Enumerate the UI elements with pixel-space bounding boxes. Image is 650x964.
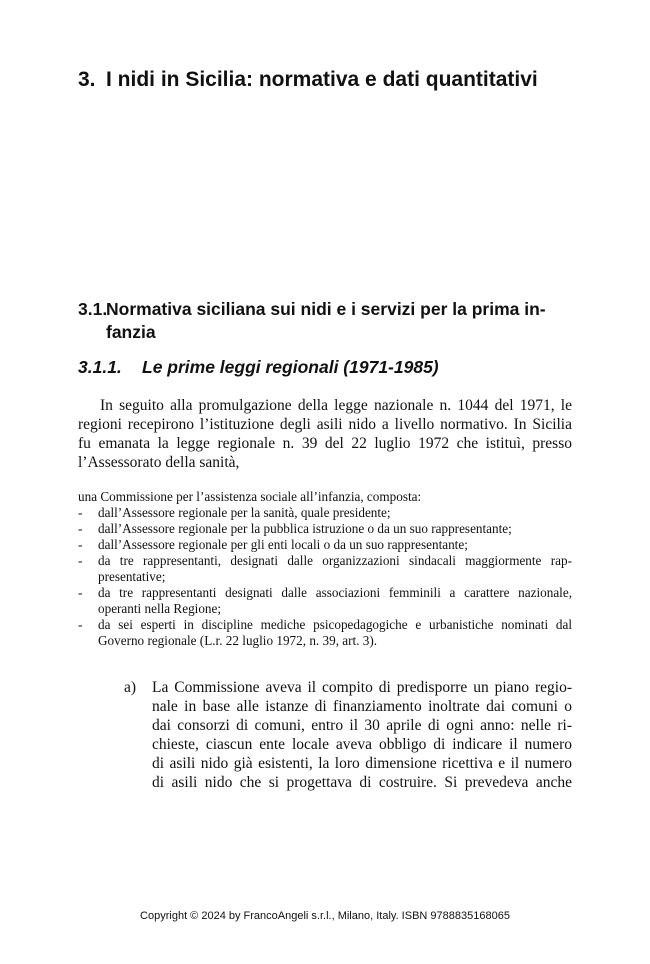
list-dash: - [78, 537, 83, 552]
section-number: 3.1. [78, 299, 108, 319]
quote-item-line: dall’Assessore regionale per la sanità, quale presidente; [98, 505, 391, 520]
copyright-footer: Copyright © 2024 by FrancoAngeli s.r.l., Milano, Italy. ISBN 9788835168065 [140, 910, 510, 922]
list-item-line: chieste, ciascun ente locale aveva obbligo di indicare il numero [152, 736, 572, 753]
lettered-list-item [124, 678, 572, 792]
paragraph-line: fu emanata la legge regionale n. 39 del 22 luglio 1972 che istituì, presso [78, 435, 572, 452]
quote-list-item [78, 585, 572, 617]
section-title-line2: fanzia [106, 322, 156, 342]
list-dash: - [78, 521, 83, 536]
paragraph-line: regioni recepirono l’istituzione degli asili nido a livello normativo. In Sicilia [78, 416, 572, 433]
list-item-line: di asili nido che si progettava di costruire. Si prevedeva anche [152, 774, 572, 791]
list-item-line: dai consorzi di comuni, entro il 30 aprile di ogni anno: nelle ri- [152, 717, 572, 734]
quote-item-line: dall’Assessore regionale per gli enti locali o da un suo rappresentante; [98, 537, 468, 552]
section-heading [78, 298, 578, 344]
subsection-number: 3.1.1. [78, 357, 122, 377]
quote-item-line: da tre rappresentanti designati dalle associazioni femminili a carattere nazionale, [98, 585, 572, 600]
quote-item-line: presentative; [98, 569, 166, 584]
section-title-line1: Normativa siciliana sui nidi e i servizi per la prima in- [106, 299, 546, 319]
list-marker: a) [124, 679, 137, 696]
subsection-heading [78, 357, 578, 378]
paragraph-line: l’Assessorato della sanità, [78, 454, 240, 471]
block-quote [78, 489, 572, 649]
quote-item-line: operanti nella Regione; [98, 601, 222, 616]
list-dash: - [78, 617, 83, 632]
quote-intro: una Commissione per l’assistenza sociale all’infanzia, composta: [78, 489, 422, 504]
quote-item-line: dall’Assessore regionale per la pubblica istruzione o da un suo rappresentante; [98, 521, 512, 536]
subsection-title: Le prime leggi regionali (1971-1985) [142, 357, 439, 377]
list-item-line: nale in base alle istanze di finanziamento inoltrate dai comuni o [152, 698, 572, 715]
quote-item-line: Governo regionale (L.r. 22 luglio 1972, n. 39, art. 3). [98, 633, 378, 648]
paragraph-line: In seguito alla promulgazione della legge nazionale n. 1044 del 1971, le [100, 397, 572, 414]
list-dash: - [78, 553, 83, 568]
quote-list-item [78, 505, 572, 521]
list-dash: - [78, 585, 83, 600]
quote-list-item [78, 617, 572, 649]
list-item-body [152, 678, 572, 792]
list-dash: - [78, 505, 83, 520]
quote-item-line: da tre rappresentanti, designati dalle organizzazioni sindacali maggiormente rap- [98, 553, 572, 568]
quote-list-item [78, 521, 572, 537]
quote-list-item [78, 553, 572, 585]
list-item-line: di asili nido già esistenti, la loro dimensione ricettiva e il numero [152, 755, 572, 772]
chapter-title [78, 68, 578, 92]
paragraph-1 [78, 396, 572, 472]
chapter-title-text: I nidi in Sicilia: normativa e dati quantitativi [106, 68, 538, 91]
chapter-number: 3. [78, 68, 96, 91]
quote-item-line: da sei esperti in discipline mediche psicopedagogiche e urbanistiche nominati dal [98, 617, 572, 632]
quote-list-item [78, 537, 572, 553]
list-item-line: La Commissione aveva il compito di predisporre un piano regio- [152, 679, 572, 696]
